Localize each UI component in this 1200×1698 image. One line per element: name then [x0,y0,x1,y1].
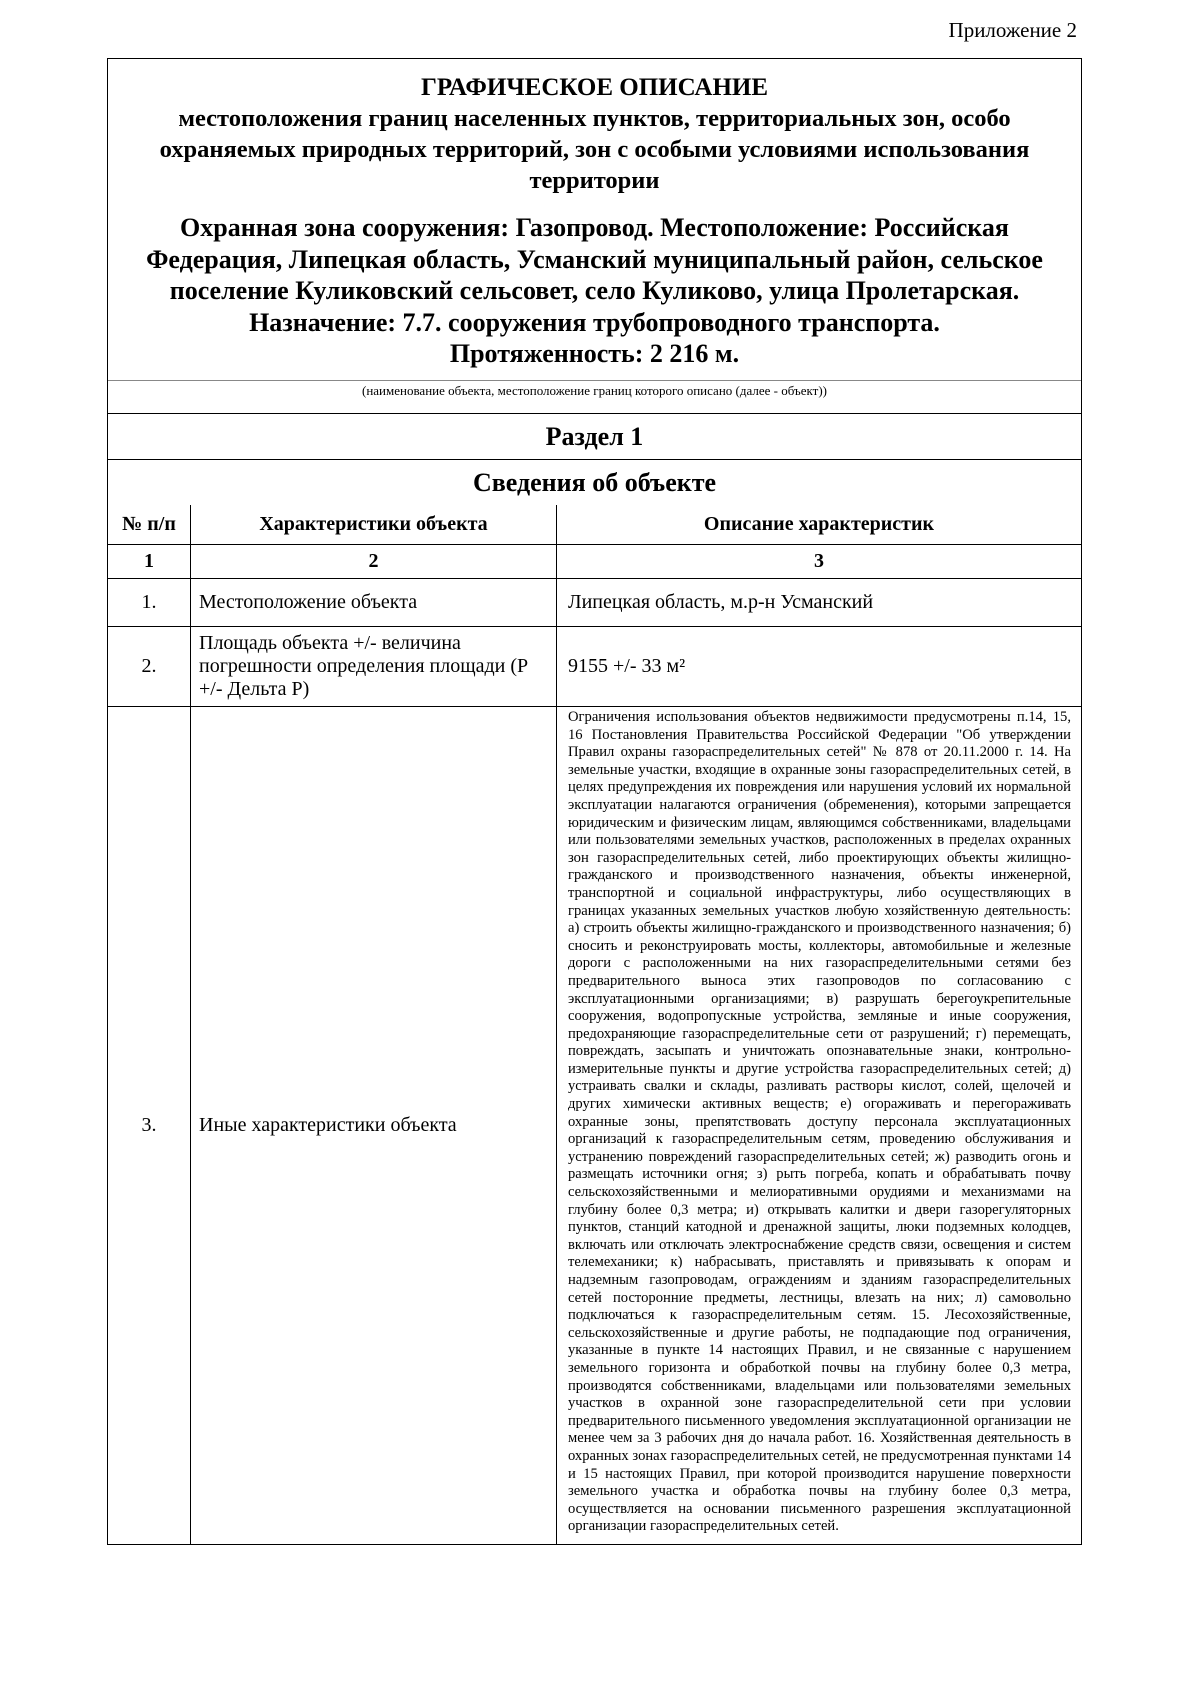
row-number: 3. [108,707,191,1545]
row-description-cell [557,707,1082,1545]
section-number: Раздел 1 [108,414,1081,460]
table-header-row [108,505,1081,545]
section-title: Сведения об объекте [472,468,717,497]
document-frame [107,58,1082,1545]
row-number: 2. [108,627,191,707]
appendix-label: Приложение 2 [948,18,1077,42]
row-description: Липецкая область, м.р-н Усманский [557,579,1082,627]
document-title: ГРАФИЧЕСКОЕ ОПИСАНИЕ [420,74,769,101]
table-row [108,579,1081,627]
column-header: Характеристики объекта [191,505,557,545]
column-number-row [108,545,1081,579]
table-row [108,707,1081,1545]
document-subtitle: местоположения границ населенных пунктов, территориальных зон, особо охраняемых природных территорий, зон с особыми условиями использования территории [159,105,1030,194]
column-number: 1 [108,545,191,579]
table-row [108,627,1081,707]
document-header [108,59,1081,414]
row-characteristic: Иные характеристики объекта [191,707,557,1545]
name-underline [108,380,1081,381]
column-number: 2 [191,545,557,579]
column-header: № п/п [108,505,191,545]
column-number: 3 [557,545,1082,579]
object-location: Охранная зона сооружения: Газопровод. Местоположение: Российская Федерация, Липецкая область, Усманский муниципальный район, сельское поселение Куликовский сельсовет, село Куликово, улица Пролетарская. [146,213,1043,305]
object-description [118,212,1071,370]
object-info-table [108,505,1081,1544]
row-number: 1. [108,579,191,627]
row-description: 9155 +/- 33 м² [557,627,1082,707]
object-length: Протяженность: 2 216 м. [449,339,740,368]
object-purpose: Назначение: 7.7. сооружения трубопроводного транспорта. [249,307,940,337]
row-characteristic: Местоположение объекта [191,579,557,627]
row-characteristic: Площадь объекта +/- величина погрешности определения площади (Р +/- Дельта Р) [191,627,557,707]
restrictions-text: Ограничения использования объектов недвижимости предусмотрены п.14, 15, 16 Постановления Правительства Российской Федерации "Об утверждении Правил охраны газораспределительных сетей" № 878 от 20.11.2000 г. 14. На земельные участки, входящие в охранные зоны газораспределительных сетей, в целях предупреждения их повреждения или нарушения условий их нормальной эксплуатации налагаются ограничения (обременения), которыми запрещается юридическим и физическим лицам, являющимся собственниками, владельцами или пользователями земельных участков, расположенных в пределах охранных зон газораспределительных сетей, либо проектирующих объекты жилищно-гражданского и производственного назначения, объекты инженерной, транспортной и социальной инфраструктуры, либо осуществляющих в границах указанных земельных участков любую хозяйственную деятельность: а) строить объекты жилищно-гражданского и производственного назначения; б) сносить и реконструировать мосты, коллекторы, автомобильные и железные дороги с расположенными на них газораспределительными сетями без предварительного выноса этих газопроводов по согласованию с эксплуатационными организациями; в) разрушать берегоукрепительные сооружения, водопропускные устройства, земляные и иные сооружения, предохраняющие газораспределительные сети от разрушений; г) перемещать, повреждать, засыпать и уничтожать опознавательные знаки, контрольно-измерительные пункты и другие устройства газораспределительных сетей; д) устраивать свалки и склады, разливать растворы кислот, солей, щелочей и других химически активных веществ; е) огораживать и перегораживать охранные зоны, препятствовать доступу персонала эксплуатационных организаций к газораспределительным сетям, проведению обслуживания и устранению повреждений газораспределительных сетей; ж) разводить огонь и размещать источники огня; з) рыть погреба, копать и обрабатывать почву сельскохозяйственными и мелиоративными орудиями и механизмами на глубину более 0,3 метра; и) открывать калитки и двери газорегуляторных пунктов, станций катодной и дренажной защиты, люки подземных колодцев, включать или отключать электроснабжение средств связи, освещения и систем телемеханики; к) набрасывать, приставлять и привязывать к опорам и надземным газопроводам, ограждениям и зданиям газораспределительных сетей посторонние предметы, лестницы, влезать на них; л) самовольно подключаться к газораспределительным сетям. 15. Лесохозяйственные, сельскохозяйственные и другие работы, не подпадающие под ограничения, указанные в пункте 14 настоящих Правил, и не связанные с нарушением земельного горизонта и обработкой почвы на глубину более 0,3 метра, производятся собственниками, владельцами или пользователями земельных участков в охранной зоне газораспределительной сети при условии предварительного письменного уведомления эксплуатационной организации не менее чем за 3 рабочих дня до начала работ. 16. Хозяйственная деятельность в охранных зонах газораспределительных сетей, не предусмотренная пунктами 14 и 15 настоящих Правил, при которой производится нарушение поверхности земельного участка и обработка почвы на глубину более 0,3 метра, осуществляется на основании письменного разрешения эксплуатационной организации газораспределительных сетей. [568,709,1071,1535]
column-header: Описание характеристик [557,505,1082,545]
name-caption: (наименование объекта, местоположение границ которого описано (далее - объект)) [362,383,827,398]
